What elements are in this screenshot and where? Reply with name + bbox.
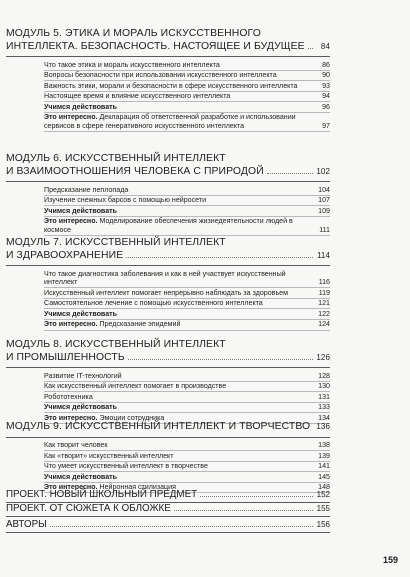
module-items	[44, 441, 330, 494]
list-item: Это интересно. Моделирование обеспечения жизнедеятельности людей в космосе 111	[44, 217, 330, 236]
project-2	[6, 503, 330, 517]
list-item: Как искусственный интеллект помогает в производстве 130	[44, 382, 330, 393]
list-item: Это интересно. Предсказание эпидемий 124	[44, 320, 330, 331]
module-page: 84	[320, 41, 330, 51]
list-item: Учимся действовать 133	[44, 403, 330, 414]
list-item: Робототехника 131	[44, 392, 330, 403]
module-title-line: МОДУЛЬ 9. ИСКУССТВЕННЫЙ ИНТЕЛЛЕКТ И ТВОРЧЕСТВО	[6, 421, 311, 432]
list-item: Искусственный интеллект помогает непрерывно наблюдать за здоровьем 119	[44, 288, 330, 299]
module-title-line: МОДУЛЬ 6. ИСКУССТВЕННЫЙ ИНТЕЛЛЕКТ	[6, 153, 226, 164]
list-item: Что такое этика и мораль искусственного интеллекта 86	[44, 60, 330, 71]
module-items	[44, 185, 330, 236]
list-item: Самостоятельное лечение с помощью искусственного интеллекта 121	[44, 299, 330, 310]
section-title: ПРОЕКТ. НОВЫЙ ШКОЛЬНЫЙ ПРЕДМЕТ	[6, 489, 198, 500]
list-item: Предсказание пеплопада 104	[44, 185, 330, 196]
list-item: Как «творит» искусственный интеллект 139	[44, 451, 330, 462]
module-page: 126	[316, 352, 330, 362]
list-item: Это интересно. Эмоции сотрудника 134	[44, 413, 330, 424]
page-number: 159	[383, 555, 399, 565]
section-page: 152	[316, 490, 330, 499]
list-item: Изучение снежных барсов с помощью нейросети 107	[44, 196, 330, 207]
list-item: Это интересно. Нейронная стилизация 148	[44, 483, 330, 494]
module-6	[6, 153, 330, 236]
list-item: Как творит человек 138	[44, 441, 330, 452]
module-page: 114	[316, 250, 330, 260]
list-item: Это интересно. Декларация об ответственной разработке и использовании сервисов в сфере генеративного искусственного интеллекта 97	[44, 113, 330, 132]
module-title	[6, 421, 330, 434]
list-item: Важность этики, морали и безопасности в сфере искусственного интеллекта 93	[44, 81, 330, 92]
module-title-line: И ЗДРАВООХРАНЕНИЕ	[6, 249, 124, 261]
list-item: Учимся действовать 109	[44, 206, 330, 217]
authors	[6, 519, 330, 533]
project-1	[6, 489, 330, 503]
module-title-line: МОДУЛЬ 8. ИСКУССТВЕННЫЙ ИНТЕЛЛЕКТ	[6, 339, 226, 350]
module-title-line: И ВЗАИМООТНОШЕНИЯ ЧЕЛОВЕКА С ПРИРОДОЙ	[6, 165, 264, 177]
module-title-line: МОДУЛЬ 5. ЭТИКА И МОРАЛЬ ИСКУССТВЕННОГО	[6, 28, 261, 39]
module-title-line: И ПРОМЫШЛЕННОСТЬ	[6, 351, 125, 363]
list-item: Учимся действовать 145	[44, 472, 330, 483]
module-items	[44, 371, 330, 424]
list-item: Учимся действовать 122	[44, 309, 330, 320]
module-title	[6, 237, 330, 262]
module-title	[6, 339, 330, 364]
section-page: 155	[316, 504, 330, 513]
section-title: АВТОРЫ	[6, 519, 47, 530]
module-8	[6, 339, 330, 424]
module-7	[6, 237, 330, 331]
list-item: Что умеет искусственный интеллект в творчестве 141	[44, 462, 330, 473]
module-page: 102	[316, 166, 330, 176]
module-5	[6, 28, 330, 132]
list-item: Развитие IT-технологий 128	[44, 371, 330, 382]
list-item: Учимся действовать 96	[44, 102, 330, 113]
module-items	[44, 60, 330, 132]
module-items	[44, 269, 330, 331]
section-title: ПРОЕКТ. ОТ СЮЖЕТА К ОБЛОЖКЕ	[6, 503, 171, 514]
list-item: Вопросы безопасности при использовании искусственного интеллекта 90	[44, 71, 330, 82]
module-page: 136	[316, 422, 330, 431]
module-title	[6, 28, 330, 53]
module-9	[6, 421, 330, 493]
module-title	[6, 153, 330, 178]
list-item: Что такое диагностика заболевания и как в ней участвует искусственный интеллект 116	[44, 269, 330, 288]
section-page: 156	[316, 520, 330, 529]
module-title-line: МОДУЛЬ 7. ИСКУССТВЕННЫЙ ИНТЕЛЛЕКТ	[6, 237, 226, 248]
list-item: Настоящее время и влияние искусственного интеллекта 94	[44, 92, 330, 103]
module-title-line: ИНТЕЛЛЕКТА. БЕЗОПАСНОСТЬ. НАСТОЯЩЕЕ И БУДУЩЕЕ	[6, 40, 305, 52]
